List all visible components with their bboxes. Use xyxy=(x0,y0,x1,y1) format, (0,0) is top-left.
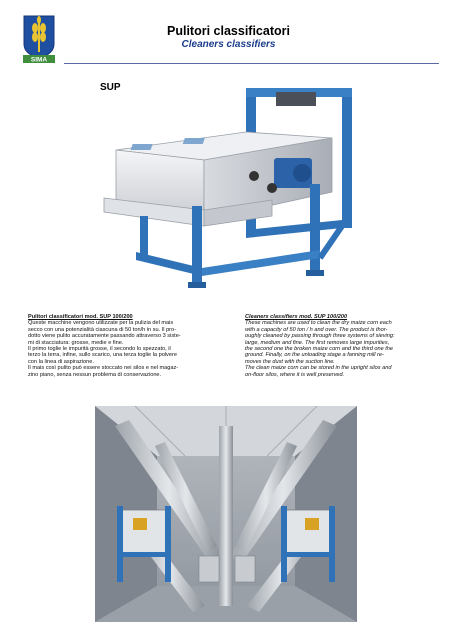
italian-line: Il primo toglie le impurità grosse, il secondo lo spezzato, il xyxy=(28,346,171,353)
english-line: oughly cleaned by passing through three systems of sieving: xyxy=(245,333,395,340)
english-line: These machines are used to clean the dry maize corn each xyxy=(245,320,392,327)
english-line: moves the dust with the suction line. xyxy=(245,358,335,365)
english-line: with a capacity of 50 ton / h and over. The product is thor- xyxy=(245,326,388,333)
italian-line: mi di stacciatura: grosse, medie e fine. xyxy=(28,339,124,346)
english-description xyxy=(245,314,445,378)
italian-line: terzo la terra, infine, sullo scarico, una terza toglie la polvere xyxy=(28,352,177,359)
italian-line: Queste macchine vengono utilizzate per la pulizia del mais xyxy=(28,320,174,327)
sup-machine-image xyxy=(96,80,364,302)
english-line: the second one the broken maize corn and the third one the xyxy=(245,346,394,353)
italian-line: secco con una potenzialità ciascuna di 50 ton/h in su. Il pro- xyxy=(28,326,177,333)
english-line: large, medium and fine. The first removes large impurities, xyxy=(245,339,390,346)
italian-description xyxy=(28,314,228,378)
page-title: Pulitori classificatori xyxy=(167,24,290,38)
installation-photo xyxy=(95,406,357,622)
page-subtitle: Cleaners classifiers xyxy=(181,39,276,50)
italian-line: Il mais così pulito può essere stoccato nei silos e nel magaz- xyxy=(28,365,179,372)
italian-line: zino piano, senza nessun problema di conservazione. xyxy=(28,371,162,378)
italian-line: con la linea di aspirazione. xyxy=(28,358,94,365)
italian-heading: Pulitori classificatori mod. SUP 100/200 xyxy=(28,314,133,320)
italian-line: dotto viene pulito accuratamente passando attraverso 3 siste- xyxy=(28,333,181,340)
english-line: The clean maize corn can be stored in the upright silos and xyxy=(245,365,392,372)
english-line: ground. Finally, on the unloading stage a fanning mill re- xyxy=(245,352,384,359)
logo-text: SIMA xyxy=(30,56,48,64)
english-heading: Cleaners classifiers mod. SUP 100/200 xyxy=(245,314,348,320)
english-line: on-floor silos, where it is well preserved. xyxy=(245,371,345,378)
model-label: SUP xyxy=(100,82,121,93)
header-divider xyxy=(64,63,439,64)
